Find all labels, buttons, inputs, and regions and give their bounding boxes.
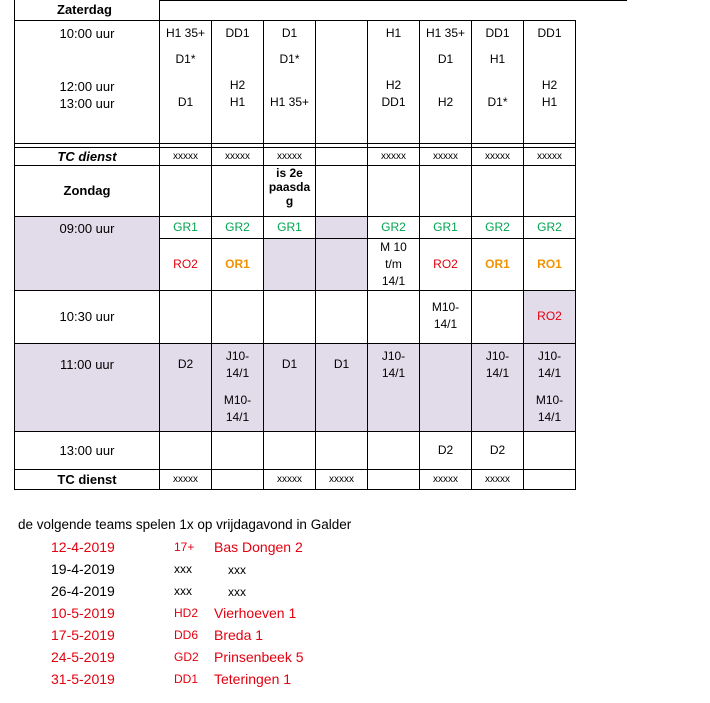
tc-cell: xxxxx (264, 147, 316, 165)
line: D2 (177, 356, 194, 371)
cell: D2 (472, 431, 524, 469)
tc-cell (316, 147, 368, 165)
cell-c: H2 (385, 77, 402, 92)
line: M 10 (380, 239, 407, 254)
cell: GR1 (420, 216, 472, 238)
note-line: g (285, 193, 294, 208)
saturday-col-5 (368, 20, 420, 143)
tc-cell: xxxxx (472, 469, 524, 489)
sunday-1030-row (15, 290, 576, 343)
tc-cell: xxxxx (420, 147, 472, 165)
m10-cell (420, 290, 472, 343)
cell-a: H1 35+ (165, 25, 206, 40)
friday-code: xxx (174, 584, 192, 598)
note-line: is 2e (276, 165, 303, 180)
line: 14/1 (381, 273, 406, 288)
cell-d: H2 (437, 94, 454, 109)
friday-team: Breda 1 (214, 627, 264, 643)
friday-date: 10-5-2019 (51, 605, 115, 621)
cell: GR2 (524, 216, 576, 238)
friday-date: 31-5-2019 (51, 671, 115, 687)
sunday-label: Zondag (15, 165, 160, 216)
friday-code: 17+ (174, 540, 195, 554)
cell (316, 238, 368, 290)
time-1200: 12:00 uur (59, 78, 115, 94)
cell (368, 431, 420, 469)
time-1300-sun: 13:00 uur (15, 431, 160, 469)
cell-a: D1 (281, 25, 298, 40)
saturday-header-blank (160, 0, 576, 20)
cell-a: H1 35+ (425, 25, 466, 40)
time-1100 (15, 343, 160, 431)
friday-team: xxx (228, 585, 246, 599)
line: J10- (537, 348, 562, 363)
cell-c: H2 (541, 77, 558, 92)
tc-cell: xxxxx (368, 147, 420, 165)
line: 14/1 (381, 365, 406, 380)
line: J10- (381, 348, 406, 363)
cell: GR2 (368, 216, 420, 238)
cell-c (160, 77, 211, 94)
friday-code: GD2 (174, 650, 199, 664)
saturday-col-4 (316, 20, 368, 143)
tc-sunday-row (15, 469, 576, 489)
cell (316, 431, 368, 469)
cell: D2 (420, 431, 472, 469)
friday-date: 12-4-2019 (51, 539, 115, 555)
j10-cell (472, 343, 524, 431)
sunday-0900-row-a (15, 216, 576, 238)
saturday-col-3 (264, 20, 316, 143)
cell-b (524, 51, 575, 68)
line: 14/1 (225, 409, 250, 424)
easter-note (264, 165, 316, 216)
tc-cell: xxxxx (160, 469, 212, 489)
sunday-1100-row (15, 343, 576, 431)
j10-m10-cell (524, 343, 576, 431)
cell (212, 431, 264, 469)
friday-team: Teteringen 1 (214, 671, 292, 687)
friday-date: 26-4-2019 (51, 583, 115, 599)
note-line: paasda (268, 179, 311, 194)
cell-b: D1 (437, 51, 454, 66)
cell-c (264, 77, 315, 94)
cell-d: H1 35+ (269, 94, 310, 109)
friday-intro: de volgende teams spelen 1x op vrijdagavond in Galder (18, 517, 352, 532)
cell-a: DD1 (537, 25, 562, 40)
saturday-col-1 (160, 20, 212, 143)
friday-code: xxx (174, 562, 192, 576)
line: 14/1 (485, 365, 510, 380)
cell (264, 431, 316, 469)
saturday-col-6 (420, 20, 472, 143)
tc-cell (212, 469, 264, 489)
cell: GR2 (472, 216, 524, 238)
saturday-label: Zaterdag (15, 0, 160, 20)
cell: GR1 (264, 216, 316, 238)
m10-cell (368, 238, 420, 290)
saturday-col-7 (472, 20, 524, 143)
cell-c: H2 (229, 77, 246, 92)
cell-a: H1 (385, 25, 402, 40)
cell: OR1 (472, 238, 524, 290)
cell (524, 431, 576, 469)
line: J10- (225, 348, 250, 363)
friday-date: 24-5-2019 (51, 649, 115, 665)
friday-team: Prinsenbeek 5 (214, 649, 304, 665)
saturday-header-row (15, 0, 576, 20)
tc-cell: xxxxx (264, 469, 316, 489)
cell (264, 238, 316, 290)
tc-cell: xxxxx (420, 469, 472, 489)
saturday-block-row (15, 20, 576, 143)
cell: RO1 (524, 238, 576, 290)
line: D1 (333, 356, 350, 371)
cell-c (420, 77, 471, 94)
line: D1 (281, 356, 298, 371)
cell-b: H1 (489, 51, 506, 66)
line: 14/1 (537, 409, 562, 424)
cell (420, 343, 472, 431)
tc-cell: xxxxx (524, 147, 576, 165)
cell-c (472, 77, 523, 94)
saturday-col-8 (524, 20, 576, 143)
saturday-col-2 (212, 20, 264, 143)
j10-cell (368, 343, 420, 431)
j10-m10-cell (212, 343, 264, 431)
cell-b (368, 51, 419, 68)
schedule-table (14, 0, 576, 490)
sunday-1300-row (15, 431, 576, 469)
cell-d: D1 (177, 94, 194, 109)
tc-saturday-label: TC dienst (15, 147, 160, 165)
tc-cell: xxxxx (212, 147, 264, 165)
cell-d: D1* (487, 94, 508, 109)
tc-saturday-row (15, 147, 576, 165)
friday-team: Vierhoeven 1 (214, 605, 297, 621)
line: M10- (223, 392, 252, 407)
cell-b: D1* (175, 51, 196, 66)
cell-a: DD1 (225, 25, 250, 40)
friday-date: 17-5-2019 (51, 627, 115, 643)
cell (160, 343, 212, 431)
cell: GR1 (160, 216, 212, 238)
friday-team: Bas Dongen 2 (214, 539, 303, 555)
line: M10- (535, 392, 564, 407)
cell-a: DD1 (485, 25, 510, 40)
time-1300: 13:00 uur (59, 95, 115, 111)
time-1000: 10:00 uur (59, 25, 115, 41)
cell-b (212, 51, 263, 68)
tc-cell: xxxxx (160, 147, 212, 165)
line: J10- (485, 348, 510, 363)
line: 14/1 (433, 316, 458, 331)
tc-cell (524, 469, 576, 489)
cell (264, 343, 316, 431)
cell: RO2 (420, 238, 472, 290)
line: 14/1 (225, 365, 250, 380)
saturday-times (15, 20, 160, 143)
time-0900-text: 09:00 uur (59, 220, 115, 236)
cell (316, 216, 368, 238)
cell-b: D1* (279, 51, 300, 66)
line: t/m (385, 256, 402, 271)
friday-code: DD1 (174, 672, 199, 686)
tc-cell: xxxxx (472, 147, 524, 165)
tc-cell (368, 469, 420, 489)
time-1030: 10:30 uur (15, 290, 160, 343)
tc-cell: xxxxx (316, 469, 368, 489)
friday-team: xxx (228, 563, 246, 577)
cell (316, 343, 368, 431)
time-0900 (15, 216, 160, 290)
time-1100-text: 11:00 uur (60, 356, 114, 372)
friday-code: DD6 (174, 628, 199, 642)
cell: GR2 (212, 216, 264, 238)
cell-d: H1 (229, 94, 246, 109)
tc-sunday-label: TC dienst (15, 469, 160, 489)
cell-d: DD1 (381, 94, 406, 109)
friday-code: HD2 (174, 606, 199, 620)
cell (160, 431, 212, 469)
sunday-header-row (15, 165, 576, 216)
friday-date: 19-4-2019 (51, 561, 115, 577)
line: 14/1 (537, 365, 562, 380)
cell: RO2 (160, 238, 212, 290)
cell: OR1 (212, 238, 264, 290)
line: M10- (431, 299, 460, 314)
cell: RO2 (524, 290, 576, 343)
cell-d: H1 (541, 94, 558, 109)
